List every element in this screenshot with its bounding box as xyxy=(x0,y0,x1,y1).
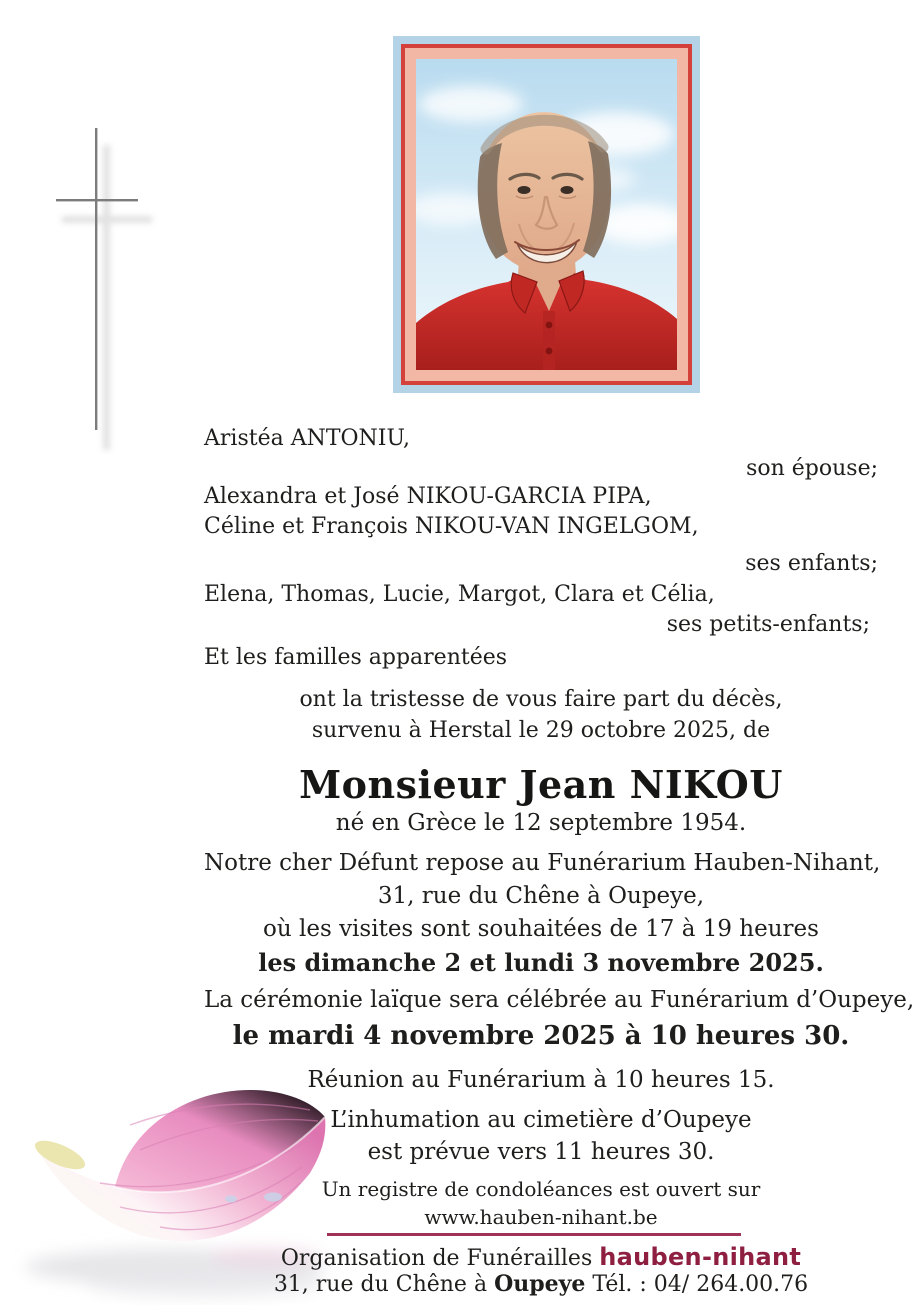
footer-address-line xyxy=(204,1271,878,1297)
condolences-website: www.hauben-nihant.be xyxy=(424,1205,658,1229)
ceremony-meeting-line: Réunion au Funérarium à 10 heures 15. xyxy=(307,1067,775,1093)
footer-organisation-line xyxy=(204,1243,878,1271)
funeral-home-logo: hauben-nihant xyxy=(599,1243,802,1271)
deceased-name-title: Monsieur Jean NIKOU xyxy=(299,762,783,807)
announcement-text-column xyxy=(204,0,915,1312)
visitation-hours-line: où les visites sont souhaitées de 17 à 19 heures xyxy=(263,916,819,942)
visitation-address-line: 31, rue du Chêne à Oupeye, xyxy=(377,883,705,909)
burial-line: L’inhumation au cimetière d’Oupeye xyxy=(330,1107,752,1133)
birth-line: né en Grèce le 12 septembre 1954. xyxy=(335,810,747,836)
ceremony-line: La cérémonie laïque sera célébrée au Funérarium d’Oupeye, xyxy=(204,987,915,1013)
family-line: Alexandra et José NIKOU-GARCIA PIPA, xyxy=(204,484,652,509)
family-line: Aristéa ANTONIU, xyxy=(204,426,411,451)
condolences-line: Un registre de condoléances est ouvert sur xyxy=(321,1177,761,1201)
family-relation-label: ses enfants; xyxy=(745,551,878,576)
announcement-intro-line: survenu à Herstal le 29 octobre 2025, de xyxy=(311,718,771,743)
family-relation-label: ses petits-enfants; xyxy=(666,612,870,637)
family-line: Elena, Thomas, Lucie, Margot, Clara et Célia, xyxy=(204,582,715,607)
footer-divider xyxy=(327,1233,741,1236)
footer-address-city: Oupeye xyxy=(494,1271,586,1297)
burial-time-line: est prévue vers 11 heures 30. xyxy=(367,1139,715,1165)
family-relation-label: son épouse; xyxy=(746,456,878,481)
family-line: Céline et François NIKOU-VAN INGELGOM, xyxy=(204,514,699,539)
footer-address-phone: Tél. : 04/ 264.00.76 xyxy=(585,1272,809,1297)
visitation-line: Notre cher Défunt repose au Funérarium Hauben-Nihant, xyxy=(204,850,881,876)
announcement-intro-line: ont la tristesse de vous faire part du décès, xyxy=(299,687,783,712)
family-line: Et les familles apparentées xyxy=(204,645,508,670)
visitation-dates-line: les dimanche 2 et lundi 3 novembre 2025. xyxy=(258,948,824,977)
footer-org-prefix: Organisation de Funérailles xyxy=(280,1246,593,1271)
memorial-cross-icon xyxy=(40,110,170,455)
footer-address-prefix: 31, rue du Chêne à xyxy=(273,1272,495,1297)
ceremony-date-line: le mardi 4 novembre 2025 à 10 heures 30. xyxy=(232,1021,850,1051)
